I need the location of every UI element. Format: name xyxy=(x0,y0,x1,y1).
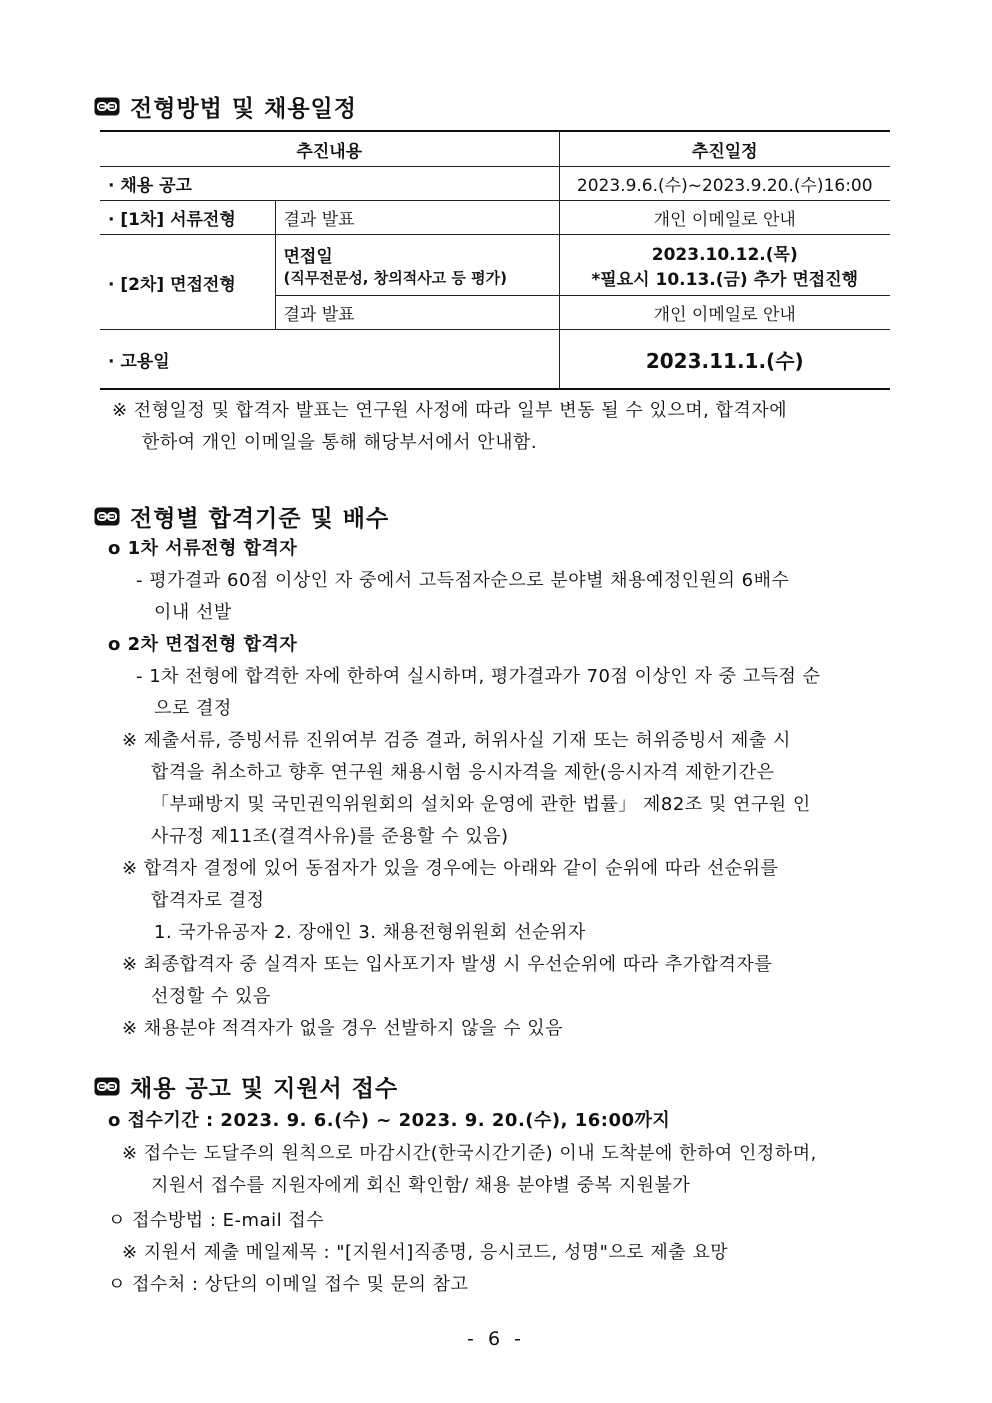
row-sub: 결과 발표 xyxy=(275,201,559,235)
bullet-item: ㅇ 접수처 : 상단의 이메일 접수 및 문의 참고 xyxy=(108,1274,469,1295)
priority-list: 1. 국가유공자 2. 장애인 3. 채용전형위원회 선순위자 xyxy=(154,922,586,943)
section-title-text: 전형방법 및 채용일정 xyxy=(130,96,357,122)
note-line: ※ 전형일정 및 합격자 발표는 연구원 사정에 따라 일부 변동 될 수 있으며, 합격자에 xyxy=(112,400,788,421)
note-line: ※ 지원서 제출 메일제목 : "[지원서]직종명, 응시코드, 성명"으로 제출 요망 xyxy=(122,1242,729,1263)
note-line: 「부패방지 및 국민권익위원회의 설치와 운영에 관한 법률」 제82조 및 연구원 인 xyxy=(151,794,811,815)
table-row xyxy=(100,167,890,201)
section-title-schedule xyxy=(94,90,357,123)
row-label: · [2차] 면접전형 xyxy=(100,235,275,330)
table-row xyxy=(100,330,890,390)
link-icon xyxy=(94,1077,120,1096)
note-line: 지원서 접수를 지원자에게 회신 확인함/ 채용 분야별 중복 지원불가 xyxy=(151,1175,691,1196)
text-line: - 1차 전형에 합격한 자에 한하여 실시하며, 평가결과가 70점 이상인 자 중 고득점 순 xyxy=(136,666,821,687)
note-line: 한하여 개인 이메일을 통해 해당부서에서 안내함. xyxy=(142,432,538,453)
row-label: · [1차] 서류전형 xyxy=(100,201,275,235)
table-row xyxy=(100,201,890,235)
section-title-text: 전형별 합격기준 및 배수 xyxy=(130,506,390,532)
note-line: ※ 제출서류, 증빙서류 진위여부 검증 결과, 허위사실 기재 또는 허위증빙서 제출 시 xyxy=(122,730,791,751)
note-line: ※ 최종합격자 중 실격자 또는 입사포기자 발생 시 우선순위에 따라 추가합격자를 xyxy=(122,954,773,975)
link-icon xyxy=(94,97,120,116)
row-date: 개인 이메일로 안내 xyxy=(559,296,890,330)
page-number: - 6 - xyxy=(467,1328,525,1350)
row-date: 2023.9.6.(수)~2023.9.20.(수)16:00 xyxy=(559,167,890,201)
row-date: 개인 이메일로 안내 xyxy=(559,201,890,235)
row-sub: 결과 발표 xyxy=(275,296,559,330)
note-line: ※ 접수는 도달주의 원칙으로 마감시간(한국시간기준) 이내 도착분에 한하여 인정하며, xyxy=(122,1143,817,1164)
section-title-application xyxy=(94,1070,398,1103)
table-header-row xyxy=(100,131,890,167)
note-line: 사규정 제11조(결격사유)를 준용할 수 있음) xyxy=(151,826,509,847)
interview-note: (직무전문성, 창의적사고 등 평가) xyxy=(283,269,507,287)
interview-date: 2023.10.12.(목) xyxy=(651,245,798,265)
note-line: 합격을 취소하고 향후 연구원 채용시험 응시자격을 제한(응시자격 제한기간은 xyxy=(151,762,775,783)
note-line: 합격자로 결정 xyxy=(151,890,265,911)
text-line: 이내 선발 xyxy=(154,602,232,623)
header-date: 추진일정 xyxy=(559,131,890,167)
table-row xyxy=(100,235,890,296)
row-label: · 고용일 xyxy=(100,330,559,390)
link-icon xyxy=(94,507,120,526)
note-line: ※ 채용분야 적격자가 없을 경우 선발하지 않을 수 있음 xyxy=(122,1018,564,1039)
section-title-text: 채용 공고 및 지원서 접수 xyxy=(130,1076,399,1102)
row-date: 2023.11.1.(수) xyxy=(559,330,890,390)
schedule-table xyxy=(100,130,890,390)
bullet-heading: o 접수기간 : 2023. 9. 6.(수) ~ 2023. 9. 20.(수), 16:00까지 xyxy=(108,1110,671,1131)
row-sub xyxy=(275,235,559,296)
text-line: 으로 결정 xyxy=(154,698,232,719)
bullet-heading: o 1차 서류전형 합격자 xyxy=(108,538,298,559)
row-label: · 채용 공고 xyxy=(100,167,559,201)
note-line: ※ 합격자 결정에 있어 동점자가 있을 경우에는 아래와 같이 순위에 따라 선순위를 xyxy=(122,858,779,879)
interview-day: 면접일 xyxy=(283,247,333,267)
note-line: 선정할 수 있음 xyxy=(151,986,271,1007)
text-line: - 평가결과 60점 이상인 자 중에서 고득점자순으로 분야별 채용예정인원의 6배수 xyxy=(136,570,790,591)
interview-extra: *필요시 10.13.(금) 추가 면접진행 xyxy=(591,270,859,290)
row-date xyxy=(559,235,890,296)
bullet-item: ㅇ 접수방법 : E-mail 접수 xyxy=(108,1210,325,1231)
header-content: 추진내용 xyxy=(100,131,559,167)
bullet-heading: o 2차 면접전형 합격자 xyxy=(108,634,298,655)
section-title-criteria xyxy=(94,500,389,533)
